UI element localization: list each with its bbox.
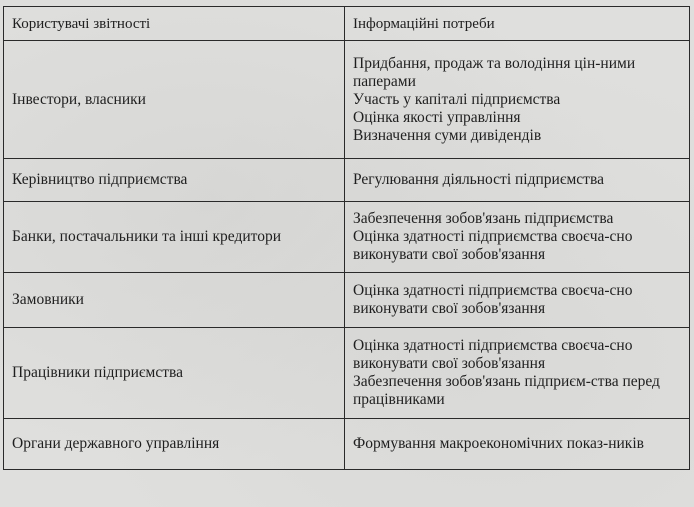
- table-row: [4, 159, 690, 202]
- needs-cell: [345, 202, 690, 273]
- table-row: [4, 273, 690, 328]
- needs-cell: [345, 273, 690, 328]
- user-label: Працівники підприємства: [12, 364, 183, 381]
- need-item: Забезпечення зобов'язань підприєм-ства перед працівниками: [353, 373, 660, 408]
- user-label: Органи державного управління: [12, 435, 220, 452]
- need-item: Участь у капіталі підприємства: [353, 90, 561, 108]
- need-item: Забезпечення зобов'язань підприємства: [353, 210, 614, 227]
- header-users: Користувачі звітності: [4, 7, 345, 41]
- need-item: Придбання, продаж та володіння цін-ними паперами: [353, 54, 636, 90]
- needs-cell: [345, 159, 690, 202]
- needs-cell: [345, 419, 690, 470]
- need-item: Оцінка здатності підприємства своєча-сно виконувати свої зобов'язання: [353, 228, 633, 263]
- user-label: Інвестори, власники: [12, 90, 146, 108]
- user-cell: [4, 202, 345, 273]
- need-item: Визначення суми дивідендів: [353, 126, 542, 144]
- user-label: Банки, постачальники та інші кредитори: [12, 228, 282, 245]
- user-cell: [4, 41, 345, 159]
- table-row: [4, 202, 690, 273]
- table-header-row: [4, 7, 690, 41]
- need-item: Оцінка здатності підприємства своєча-сно виконувати свої зобов'язання: [353, 337, 633, 372]
- user-label: Керівництво підприємства: [12, 171, 188, 188]
- need-item: Формування макроекономічних показ-ників: [353, 435, 644, 452]
- user-label: Замовники: [12, 291, 84, 308]
- need-item: Оцінка здатності підприємства своєча-сно виконувати свої зобов'язання: [353, 282, 633, 317]
- need-item: Регулювання діяльності підприємства: [353, 171, 604, 188]
- reporting-users-table: [3, 6, 690, 470]
- user-cell: [4, 273, 345, 328]
- table-row: [4, 41, 690, 159]
- need-item: Оцінка якості управління: [353, 108, 521, 126]
- needs-cell: [345, 41, 690, 159]
- header-needs: Інформаційні потреби: [345, 7, 690, 41]
- table-row: [4, 419, 690, 470]
- table-row: [4, 328, 690, 419]
- needs-cell: [345, 328, 690, 419]
- user-cell: [4, 419, 345, 470]
- user-cell: [4, 328, 345, 419]
- user-cell: [4, 159, 345, 202]
